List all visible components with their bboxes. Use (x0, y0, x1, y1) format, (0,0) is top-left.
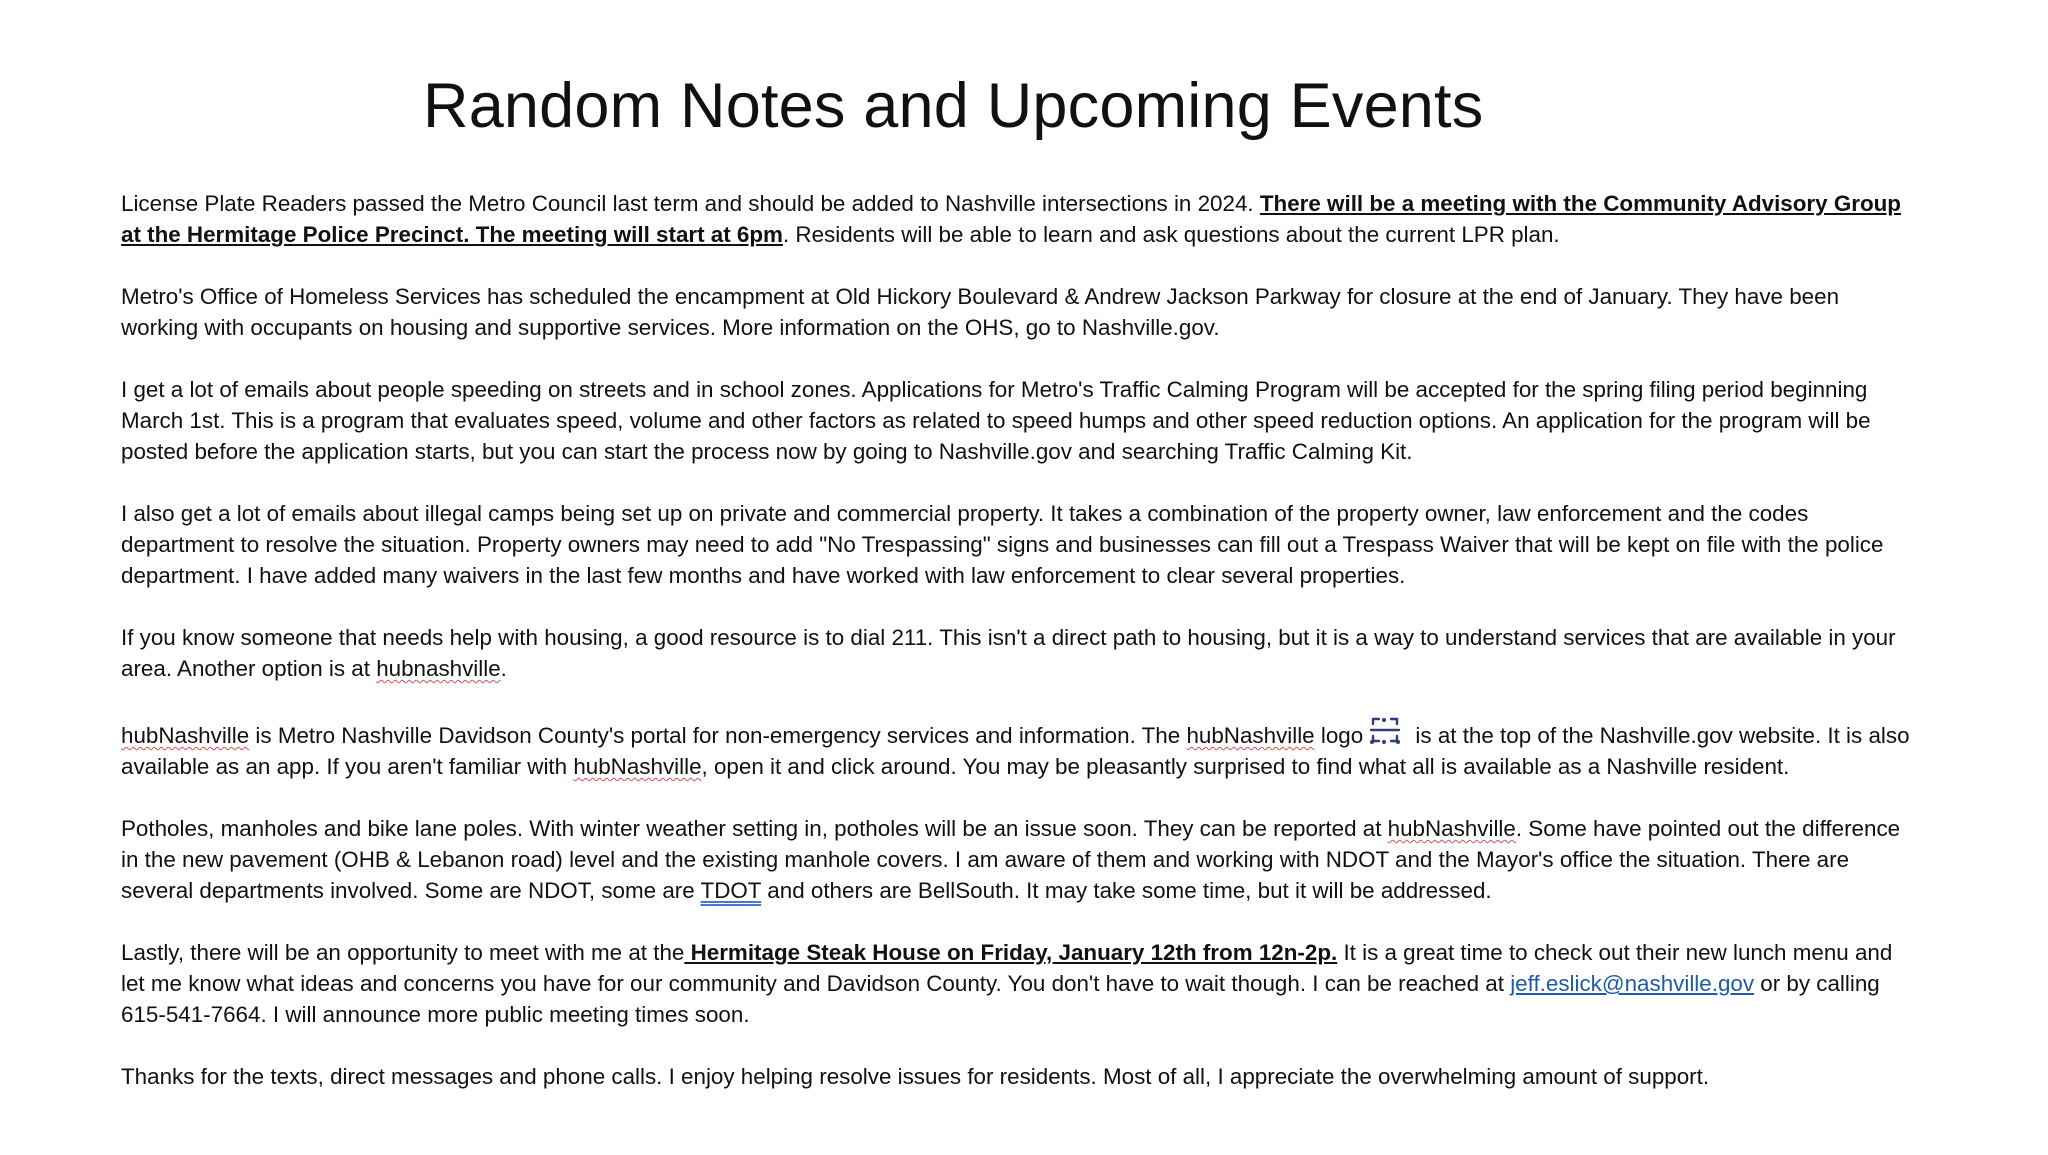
text-run: If you know someone that needs help with housing, a good resource is to dial 211. This isn't a direct path to housing, but it is a way to understand services that are available in your area. Another option is at (121, 625, 1896, 681)
paragraph-lpr (121, 188, 1921, 250)
email-link[interactable]: jeff.eslick@nashville.gov (1510, 971, 1755, 996)
paragraph-hubnashville (121, 715, 1921, 782)
meeting-announcement: Hermitage Steak House on Friday, January 12th from 12n-2p. (684, 940, 1338, 965)
meeting-announcement: There will be a meeting with the Community Advisory Group at the Hermitage Police Precinct. The meeting will start at 6pm (121, 191, 1901, 247)
grammarcheck-word[interactable]: TDOT (700, 878, 762, 903)
text-run: . (500, 656, 507, 681)
paragraph-potholes (121, 813, 1921, 906)
paragraph-thanks (121, 1061, 1921, 1092)
text-run: or by calling 615-541-7664. I will announce more public meeting times soon. (121, 971, 1880, 1027)
text-run: Thanks for the texts, direct messages and phone calls. I enjoy helping resolve issues for residents. Most of all, I appreciate the overwhelming amount of support. (121, 1064, 1710, 1089)
text-run: I also get a lot of emails about illegal camps being set up on private and commercial property. It takes a combination of the property owner, law enforcement and the codes department to resolve the situation. Property owners may need to add "No Trespassing" signs and businesses can fill out a Trespass Waiver that will be kept on file with the police department. I have added many waivers in the last few months and have worked with law enforcement to clear several properties. (121, 501, 1884, 588)
text-run: . Some have pointed out the difference in the new pavement (OHB & Lebanon road) level and the existing manhole covers. I am aware of them and working with NDOT and the Mayor's office the situation. There are several departments involved. Some are NDOT, some are (121, 816, 1901, 903)
document-body (121, 188, 1921, 1092)
paragraph-homeless-services (121, 281, 1921, 343)
paragraph-illegal-camps (121, 498, 1921, 591)
text-run: Potholes, manholes and bike lane poles. With winter weather setting in, potholes will be an issue soon. They can be reported at (121, 816, 1388, 841)
spellcheck-word[interactable]: hubNashville (1387, 816, 1516, 841)
text-run: and others are BellSouth. It may take some time, but it will be addressed. (761, 878, 1492, 903)
text-run: It is a great time to check out their new lunch menu and let me know what ideas and concerns you have for our community and Davidson County. You don't have to wait though. I can be reached at (121, 940, 1893, 996)
spellcheck-word[interactable]: hubnashville (376, 656, 501, 681)
text-run: Lastly, there will be an opportunity to meet with me at the (121, 940, 685, 965)
spellcheck-word[interactable]: hubNashville (121, 723, 250, 748)
text-run: I get a lot of emails about people speeding on streets and in school zones. Applications for Metro's Traffic Calming Program will be accepted for the spring filing period beginning March 1st. This is a program that evaluates speed, volume and other factors as related to speed humps and other speed reduction options. An application for the program will be posted before the application starts, but you can start the process now by going to Nashville.gov and searching Traffic Calming Kit. (121, 377, 1871, 464)
text-run: . Residents will be able to learn and ask questions about the current LPR plan. (782, 222, 1560, 247)
text-run: License Plate Readers passed the Metro Council last term and should be added to Nashville intersections in 2024. (121, 191, 1260, 216)
spellcheck-word[interactable]: hubNashville (1186, 723, 1315, 748)
text-run: , open it and click around. You may be pleasantly surprised to find what all is available as a Nashville resident. (701, 754, 1790, 779)
spellcheck-word[interactable]: hubNashville (573, 754, 702, 779)
text-run: is Metro Nashville Davidson County's portal for non-emergency services and information. The (249, 723, 1187, 748)
text-run: is at the top of the Nashville.gov website. It is also available as an app. If you aren't familiar with (121, 723, 1910, 779)
paragraph-traffic-calming (121, 374, 1921, 467)
paragraph-housing-help (121, 622, 1921, 684)
text-run: logo (1314, 723, 1364, 748)
hubnashville-logo-icon (1367, 715, 1403, 745)
page-title: Random Notes and Upcoming Events (423, 71, 1484, 141)
text-run: Metro's Office of Homeless Services has scheduled the encampment at Old Hickory Boulevard & Andrew Jackson Parkway for closure at the end of January. They have been working with occupants on housing and supportive services. More information on the OHS, go to Nashville.gov. (121, 284, 1840, 340)
paragraph-steak-house-meeting (121, 937, 1921, 1030)
